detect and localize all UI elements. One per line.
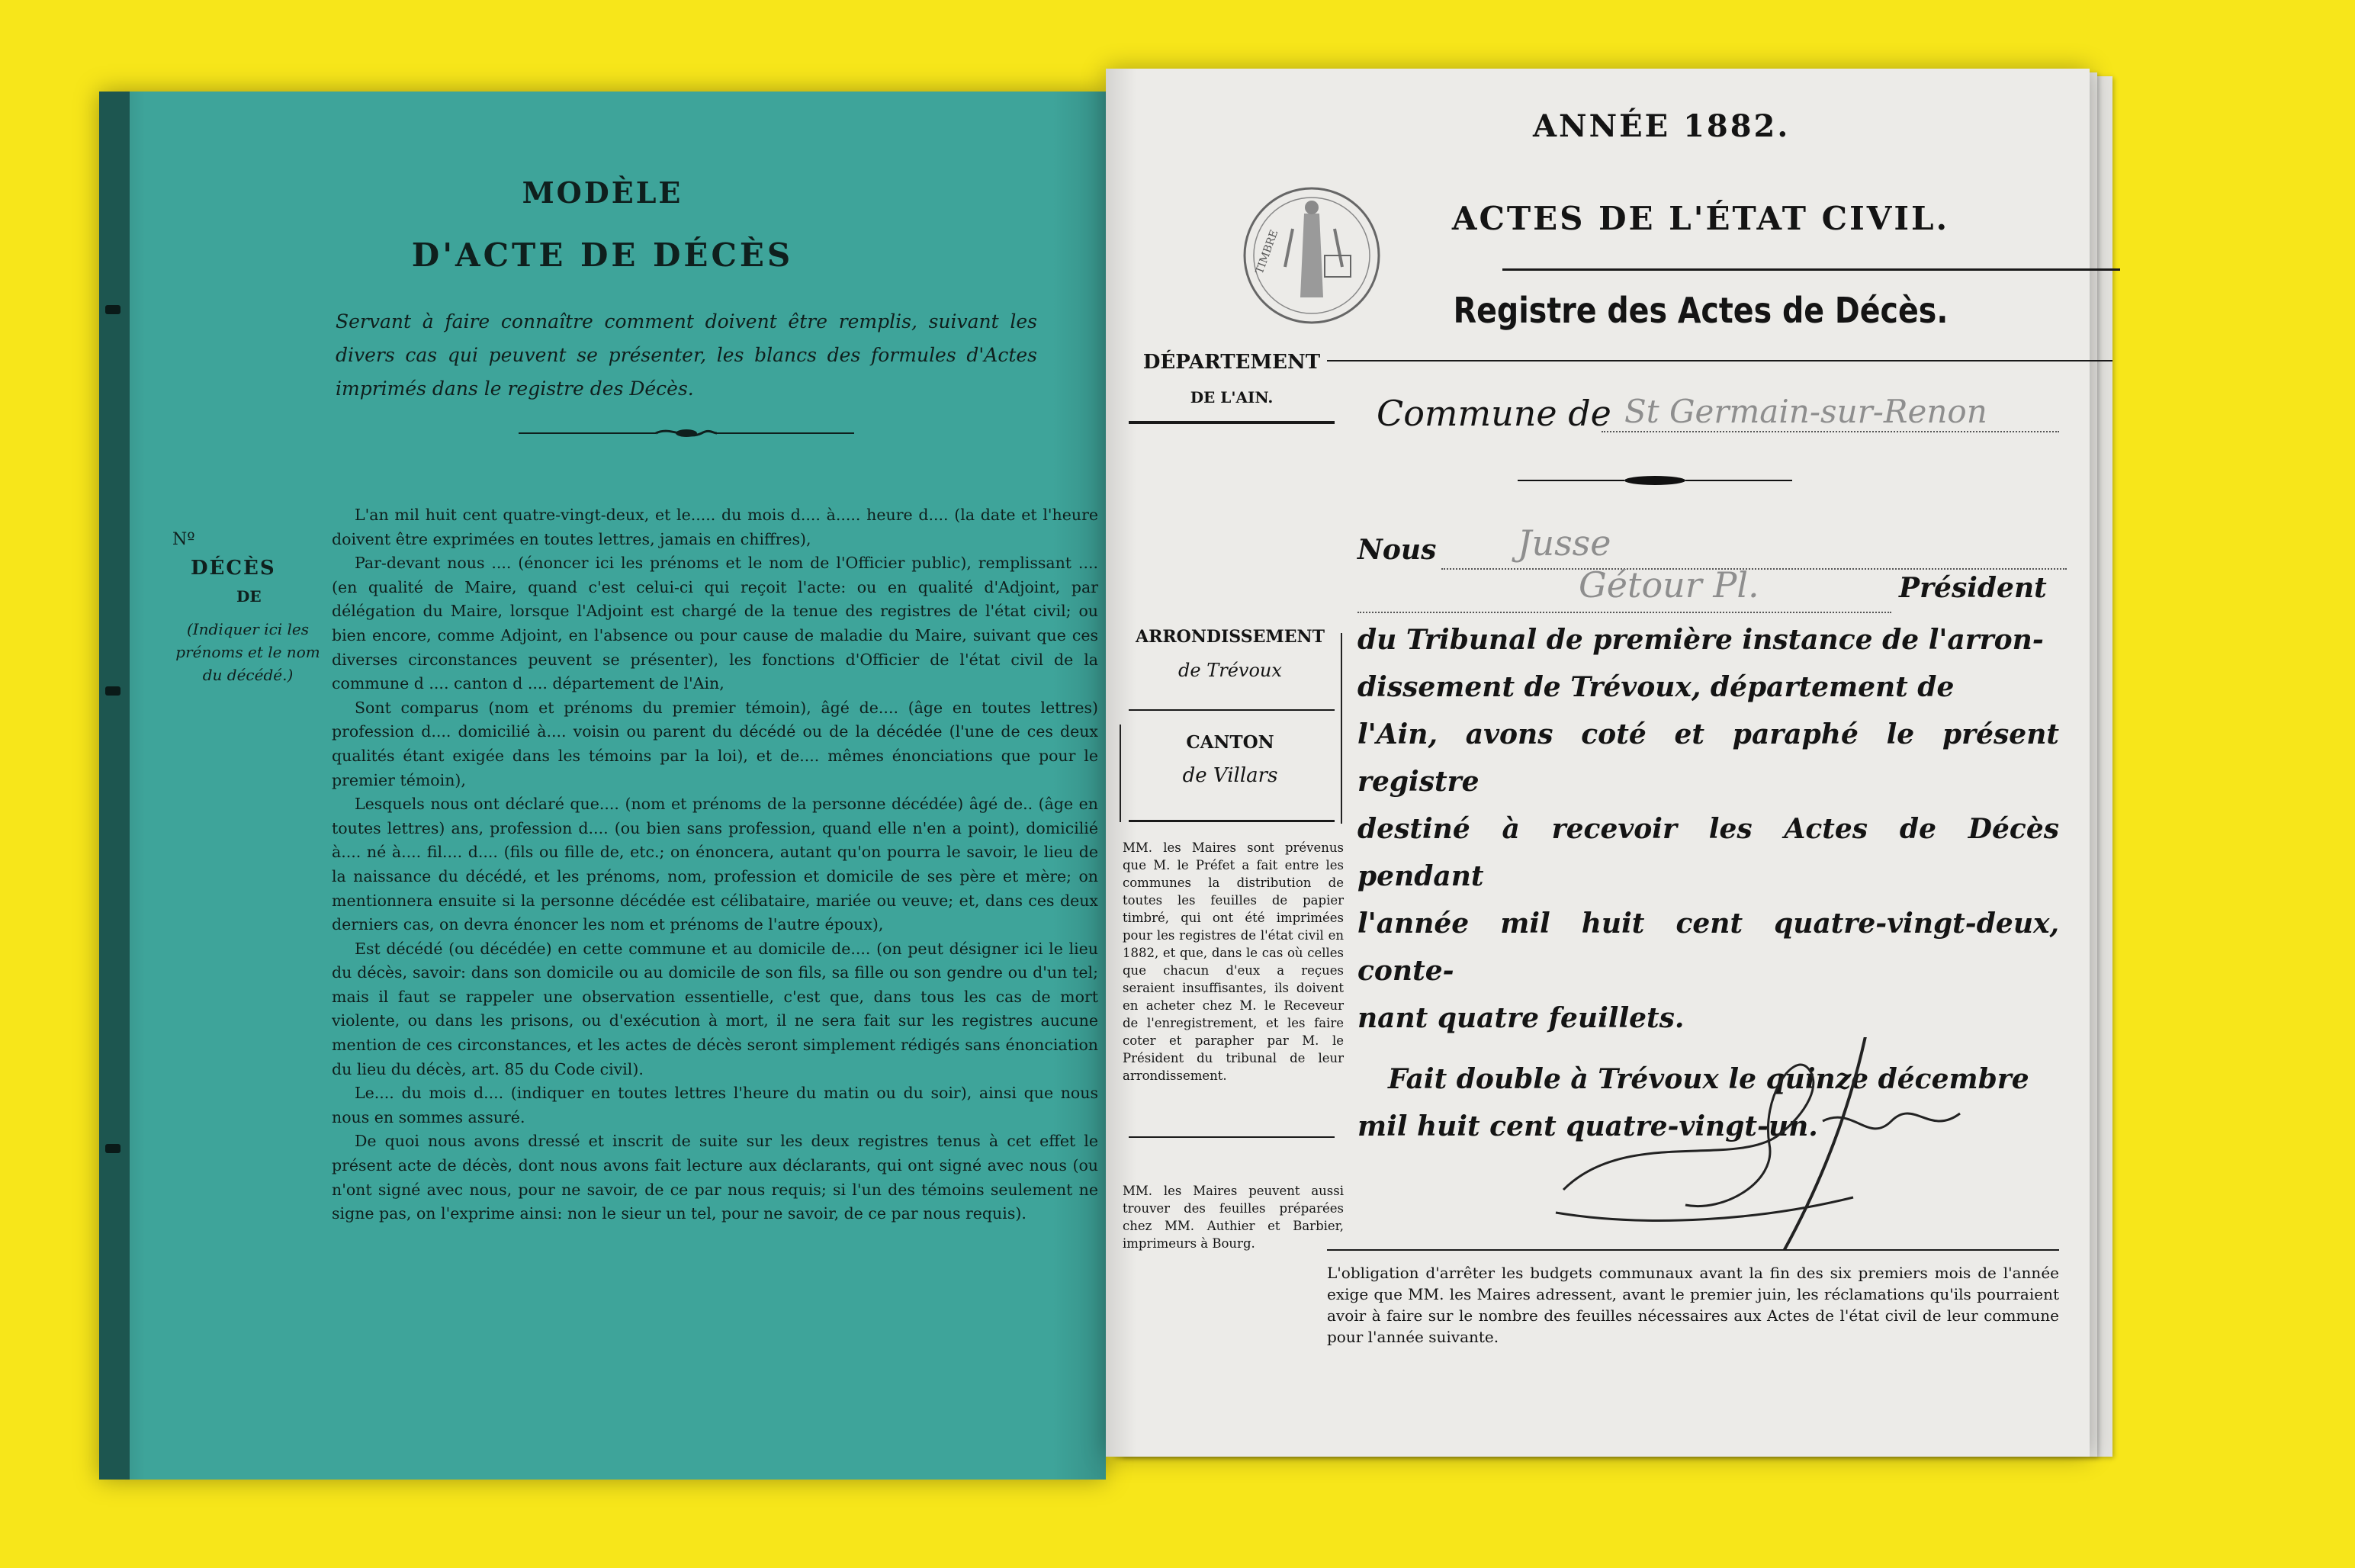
- nous-label: Nous: [1357, 534, 1437, 566]
- binding-stitch: [105, 1144, 120, 1153]
- title-rule: [1327, 360, 2112, 361]
- register-title: Registre des Actes de Décès.: [1453, 290, 1949, 331]
- president-label: Président: [1899, 572, 2047, 604]
- margin-rule: [1129, 820, 1335, 822]
- model-paragraph: De quoi nous avons dressé et inscrit de suite sur les deux registres tenus à cet effet le présent acte de décès, dont nous avons fait lecture aux déclarants, qui ont signé avec nous (ou n'ont signé avec nous, pour ne savoir, de ce par nous requis; si l'un des témoins seulement ne signe pas, on l'exprime ainsi: non le sieur un tel, pour ne savoir, de ce par nous requis).: [332, 1132, 1098, 1223]
- margin-divider: [1341, 633, 1342, 824]
- heading-rule: [1502, 268, 2120, 271]
- body-line: l'Ain, avons coté et paraphé le présent registre: [1357, 718, 2059, 798]
- model-paragraph: L'an mil huit cent quatre-vingt-deux, et le..... du mois d.... à..... heure d.... (la date et l'heure doivent être exprimées en toutes lettres, jamais en chiffres),: [332, 506, 1098, 548]
- margin-de: DE: [236, 587, 262, 606]
- body-line: destiné à recevoir les Actes de Décès pendant: [1357, 813, 2059, 892]
- canton-value: de Villars: [1182, 764, 1278, 787]
- nous-dotline: [1357, 612, 1891, 613]
- department-rule: [1129, 421, 1335, 424]
- margin-note: (Indiquer ici les prénoms et le nom du décédé.): [175, 620, 320, 684]
- model-heading: MODÈLE: [522, 175, 683, 210]
- left-page-cover: [99, 92, 1106, 1480]
- department-label: DÉPARTEMENT: [1142, 351, 1321, 374]
- department-block: [1117, 345, 1346, 415]
- year-heading: ANNÉE 1882.: [1533, 108, 1791, 144]
- body-line: dissement de Trévoux, département de: [1357, 671, 1955, 703]
- binding-stitch: [105, 305, 120, 314]
- nous-name: Jusse: [1518, 522, 1611, 564]
- model-intro: Servant à faire connaître comment doivent être remplis, suivant les divers cas qui peuvent se présenter, les blancs des formules d'Actes imprimés dans le registre des Décès.: [336, 310, 1037, 400]
- canton-label: CANTON: [1186, 732, 1274, 753]
- commune-label: Commune de: [1377, 393, 1611, 434]
- footer-rule: [1327, 1249, 2059, 1251]
- body-line: du Tribunal de première instance de l'arron-: [1357, 624, 2044, 656]
- commune-dotline: [1602, 431, 2059, 432]
- seal-label: TIMBRE: [1253, 228, 1281, 276]
- arrondissement-value: de Trévoux: [1178, 660, 1282, 681]
- mayors-printers-notice: MM. les Maires peuvent aussi trouver des feuilles préparées chez MM. Authier et Barbier, imprimeurs à Bourg.: [1123, 1184, 1344, 1251]
- ornament-divider: [519, 426, 854, 441]
- model-title: D'ACTE DE DÉCÈS: [411, 236, 794, 274]
- civil-acts-heading: ACTES DE L'ÉTAT CIVIL.: [1451, 200, 1950, 237]
- right-page-register: [1106, 69, 2090, 1457]
- margin-rule: [1129, 1136, 1335, 1138]
- department-value: DE L'AIN.: [1190, 388, 1274, 406]
- mayors-notice: MM. les Maires sont prévenus que M. le Préfet a fait entre les communes la distribution de toutes les feuilles de papier timbré, qui ont été imprimées pour les registres de l'état civil en 1882, et que, dans le cas où celles que chacun d'eux a reçues seraient insuffisantes, ils doivent en acheter chez M. le Receveur de l'enregistrement, et les faire coter et parapher par M. le Président du tribunal de leur arrondissement.: [1123, 840, 1344, 1083]
- binding-spine: [99, 92, 130, 1480]
- commune-value: St Germain-sur-Renon: [1624, 393, 1987, 430]
- model-body: [332, 503, 1098, 1226]
- margin-rule: [1129, 709, 1335, 711]
- nous-title: Gétour Pl.: [1579, 564, 1759, 606]
- binding-stitch: [105, 686, 120, 696]
- fait-line: mil huit cent quatre-vingt-un.: [1357, 1110, 1818, 1142]
- arrondissement-label: ARRONDISSEMENT: [1136, 627, 1325, 647]
- model-paragraph: Lesquels nous ont déclaré que.... (nom et prénoms de la personne décédée) âgé de.. (âge en toutes lettres) ans, profession d.... (ou bien sans profession, quand elle n'en a point), domicilié à.... né à.... fil.... d.... (fils ou fille de, etc.; on énoncera, autant qu'on pourra le savoir, le lieu de la naissance du décédé, et les prénoms, nom, profession et domicile de ses père et mère; on mentionnera ensuite si la personne décédée est célibataire, mariée ou veuve; et, dans ces deux derniers cas, on devra énoncer les nom et prénoms de l'autre époux),: [332, 795, 1098, 934]
- ornament-divider: [1518, 473, 1792, 488]
- margin-number: Nº: [172, 530, 195, 549]
- margin-deces: DÉCÈS: [191, 557, 276, 580]
- model-paragraph: Par-devant nous .... (énoncer ici les prénoms et le nom de l'Officier public), remplissant .... (en qualité de Maire, quand c'est celui-ci qui reçoit l'acte: ou en qualité d'Adjoint, par délégation du Maire, lorsque l'Adjoint est chargé de la tenue des registres de l'état civil; ou bien encore, comme Adjoint, en l'absence ou pour cause de maladie du Maire, suivant que ces diverses circonstances peuvent se présenter), les fonctions d'Officier de l'état civil de la commune d .... canton d .... département de l'Ain,: [332, 554, 1098, 693]
- model-paragraph: Sont comparus (nom et prénoms du premier témoin), âgé de.... (âge en toutes lettres) profession d.... domicilié à.... voisin ou parent du décédé ou de la décédée (l'une de ces deux qualités étant exigée dans les témoins par la loi), et de.... mêmes énonciations que pour le premier témoin),: [332, 698, 1098, 789]
- fait-line: Fait double à Trévoux le quinze décembre: [1388, 1063, 2029, 1095]
- body-line: nant quatre feuillets.: [1357, 1002, 1685, 1034]
- president-signature-icon: [1533, 1037, 1990, 1251]
- budget-footer-note: L'obligation d'arrêter les budgets communaux avant la fin des six premiers mois de l'année exige que MM. les Maires adressent, avant le premier juin, les réclamations qu'ils pourraient avoir à faire sur le nombre des feuilles nécessaires aux Actes de l'état civil de leur commune pour l'année suivante.: [1327, 1264, 2059, 1346]
- body-line: l'année mil huit cent quatre-vingt-deux, conte-: [1357, 908, 2059, 987]
- model-paragraph: Le.... du mois d.... (indiquer en toutes lettres l'heure du matin ou du soir), ainsi que nous nous en sommes assuré.: [332, 1084, 1098, 1126]
- tax-stamp-seal-icon: [1239, 183, 1384, 328]
- model-paragraph: Est décédé (ou décédée) en cette commune et au domicile de.... (on peut désigner ici le lieu du décès, savoir: dans son domicile ou au domicile de son fils, sa fille ou son gendre ou d'un tel; mais il faut se rappeler une observation essentielle, c'est que, dans tous les cas de mort violente, ou dans les prisons, ou d'exécution à mort, il ne sera fait sur les registres aucune mention de ces circonstances, et les actes de décès seront simplement rédigés sans énonciation du lieu du décès, art. 85 du Code civil).: [332, 939, 1098, 1078]
